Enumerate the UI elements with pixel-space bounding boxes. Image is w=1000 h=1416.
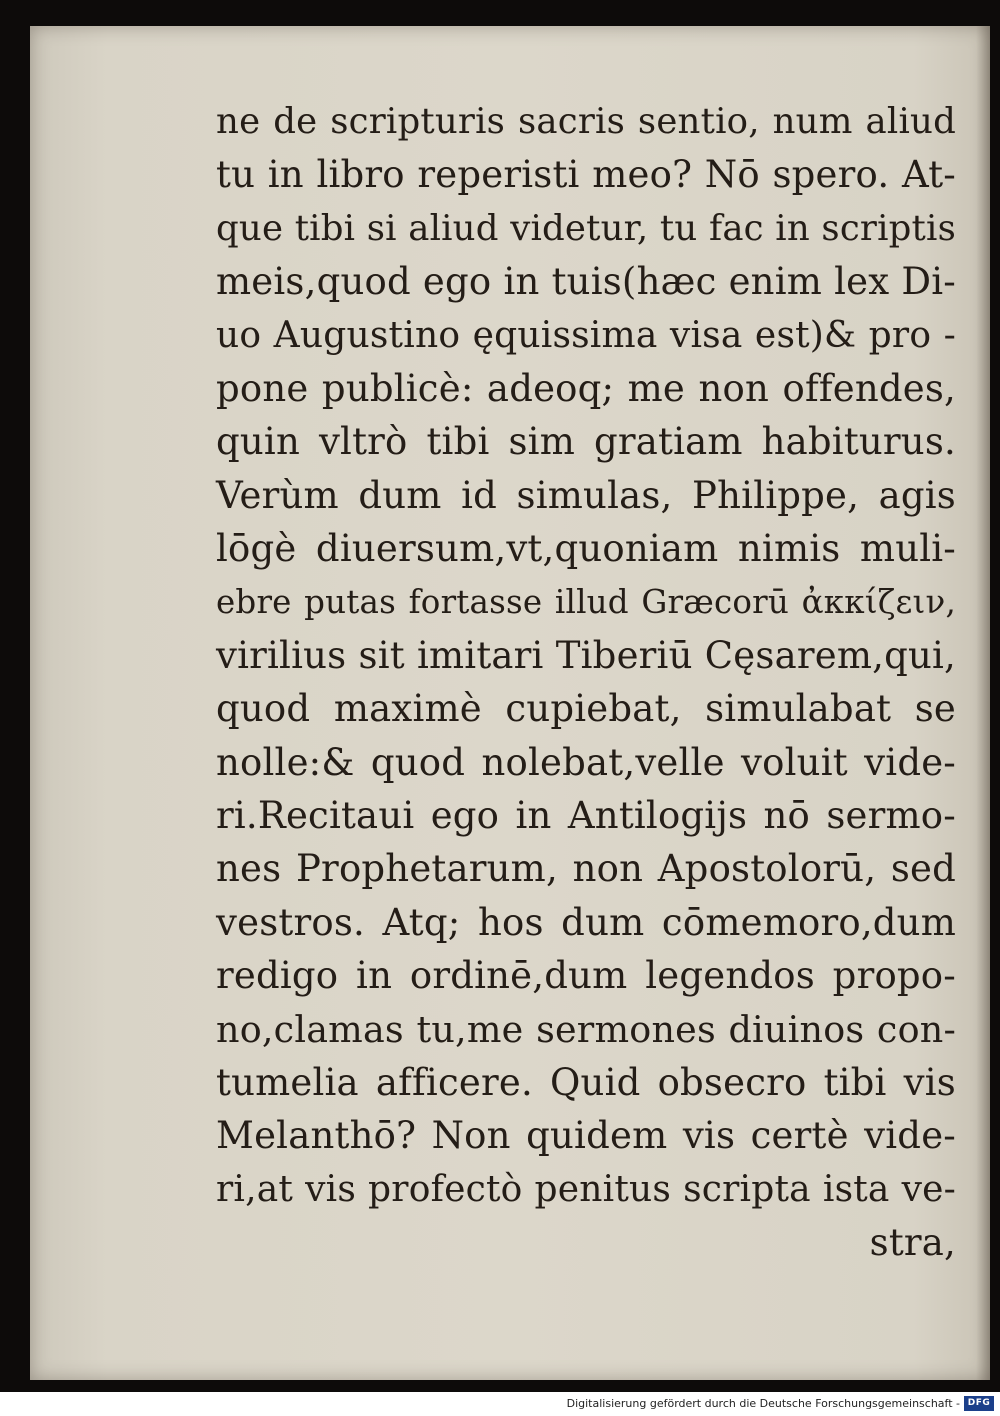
text-line: ri.Recitaui ego in Antilogijs nō sermo- [216, 794, 956, 838]
text-line: uo Augustino ęquissima visa est)& pro - [216, 314, 956, 356]
footer-bar [0, 1392, 1000, 1416]
text-line: ri,at vis profectò penitus scripta ista ve- [216, 1168, 956, 1210]
text-line: ne de scripturis sacris sentio, num aliud [216, 101, 956, 142]
text-line: virilius sit imitari Tiberiū Cęsarem,qui, [216, 633, 956, 677]
text-line: ebre putas fortasse illud Græcorū ἀκκίζειν, [216, 582, 956, 621]
text-line: nolle:& quod nolebat,velle voluit vide- [216, 740, 956, 784]
catchword: stra, [869, 1221, 956, 1265]
dfg-logo-icon: DFG [964, 1396, 994, 1411]
text-line: vestros. Atq; hos dum cōmemoro,dum [216, 900, 956, 944]
text-line: Verùm dum id simulas, Philippe, agis [216, 473, 956, 517]
text-line: tumelia afficere. Quid obsecro tibi vis [216, 1061, 956, 1105]
text-line: Melanthō? Non quidem vis certè vide- [216, 1114, 956, 1158]
text-line: que tibi si aliud videtur, tu fac in scriptis [216, 207, 956, 249]
text-line: quin vltrò tibi sim gratiam habiturus. [216, 420, 956, 464]
text-line: meis,quod ego in tuis(hæc enim lex Di- [216, 260, 956, 304]
page-edge-shadow [976, 26, 990, 1380]
text-line: tu in libro reperisti meo? Nō spero. At- [216, 153, 956, 197]
text-line: no,clamas tu,me sermones diuinos con- [216, 1007, 956, 1051]
text-line: redigo in ordinē,dum legendos propo- [216, 954, 956, 998]
book-page [30, 26, 990, 1380]
text-line: pone publicè: adeoq; me non offendes, [216, 366, 956, 410]
text-line: nes Prophetarum, non Apostolorū, sed [216, 847, 956, 891]
text-line: lōgè diuersum,vt,quoniam nimis muli- [216, 527, 956, 571]
text-line: quod maximè cupiebat, simulabat se [216, 687, 956, 731]
text-block [216, 95, 956, 1270]
funding-credit: Digitalisierung gefördert durch die Deutsche Forschungsgemeinschaft - [566, 1397, 960, 1410]
